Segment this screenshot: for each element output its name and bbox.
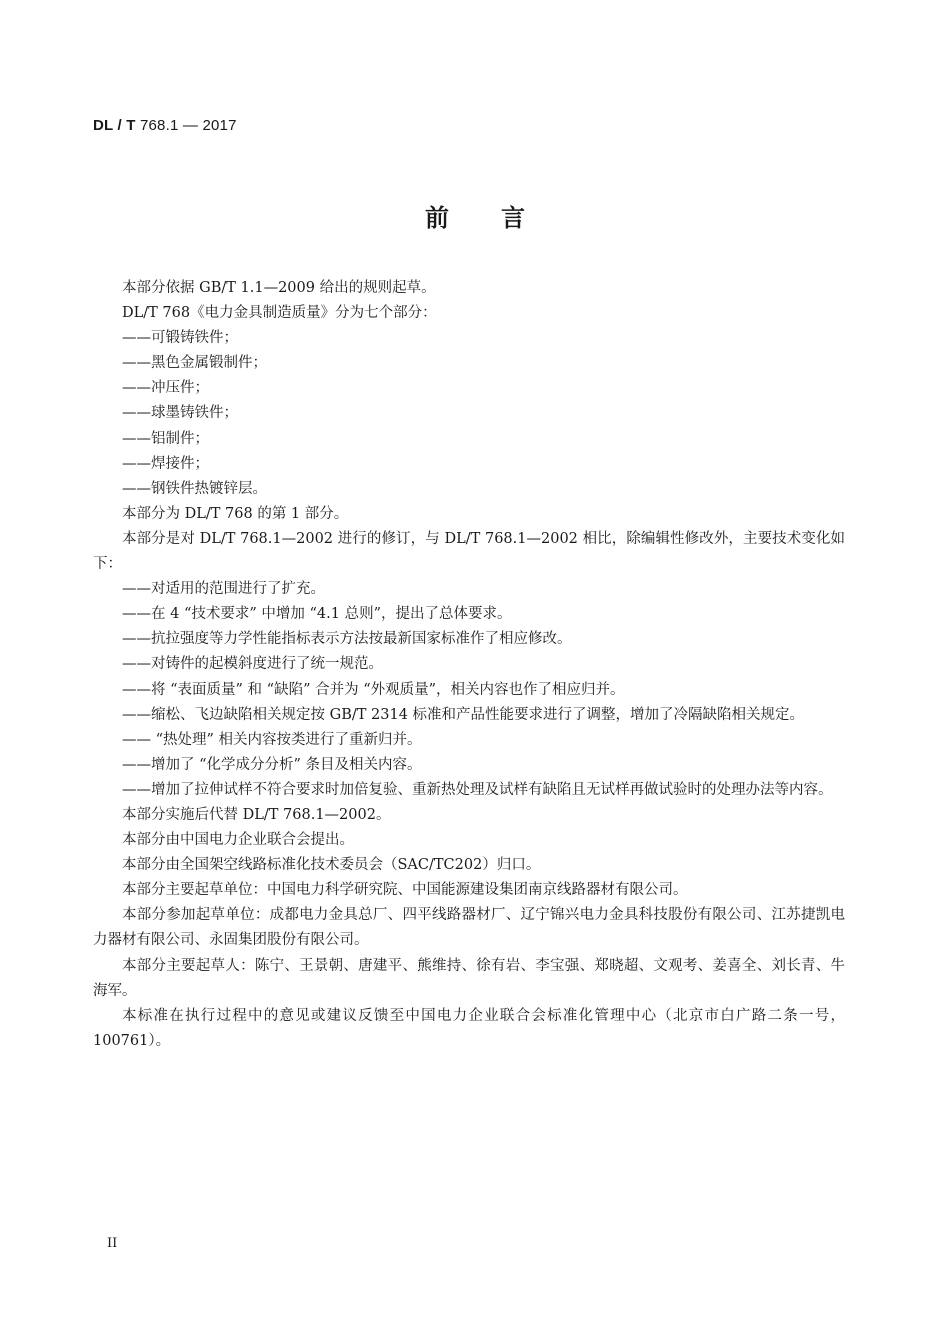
paragraph: 本部分实施后代替 DL/T 768.1—2002。 bbox=[122, 806, 391, 823]
standard-code-prefix: DL / T bbox=[93, 117, 136, 134]
list-item: ——抗拉强度等力学性能指标表示方法按最新国家标准作了相应修改。 bbox=[122, 631, 572, 648]
list-item: ——缩松、飞边缺陷相关规定按 GB/T 2314 标准和产品性能要求进行了调整，增加了冷隔缺陷相关规定。 bbox=[122, 706, 805, 723]
standard-code bbox=[93, 117, 237, 134]
paragraph: 本部分由中国电力企业联合会提出。 bbox=[122, 832, 354, 849]
list-item: ——对铸件的起模斜度进行了统一规范。 bbox=[122, 656, 383, 673]
paragraph: 本部分主要起草单位：中国电力科学研究院、中国能源建设集团南京线路器材有限公司。 bbox=[122, 882, 688, 899]
paragraph: 本部分是对 DL/T 768.1—2002 进行的修订，与 DL/T 768.1—2002 相比，除编辑性修改外，主要技术变化如下： bbox=[93, 530, 845, 573]
list-item: ——将 “表面质量” 和 “缺陷” 合并为 “外观质量”，相关内容也作了相应归并。 bbox=[122, 681, 625, 698]
paragraph: 本部分参加起草单位：成都电力金具总厂、四平线路器材厂、辽宁锦兴电力金具科技股份有限公司、江苏捷凯电力器材有限公司、永固集团股份有限公司。 bbox=[93, 907, 845, 949]
list-item: —— “热处理” 相关内容按类进行了重新归并。 bbox=[122, 731, 422, 748]
page-title: 前言 bbox=[425, 204, 577, 232]
standard-code-number: 768.1 — 2017 bbox=[139, 117, 237, 134]
paragraph: 本部分为 DL/T 768 的第 1 部分。 bbox=[122, 505, 349, 522]
list-item: ——球墨铸铁件； bbox=[122, 405, 238, 422]
paragraph: 本标准在执行过程中的意见或建议反馈至中国电力企业联合会标准化管理中心（北京市白广路二条一号，100761）。 bbox=[93, 1007, 845, 1049]
list-item: ——对适用的范围进行了扩充。 bbox=[122, 581, 325, 598]
paragraph: 本部分由全国架空线路标准化技术委员会（SAC/TC202）归口。 bbox=[122, 857, 541, 874]
preface-body bbox=[93, 276, 845, 1054]
list-item: ——可锻铸铁件； bbox=[122, 330, 238, 347]
page-number: II bbox=[107, 1236, 118, 1251]
list-item: ——钢铁件热镀锌层。 bbox=[122, 480, 267, 497]
list-item: ——冲压件； bbox=[122, 380, 209, 397]
list-item: ——增加了拉伸试样不符合要求时加倍复验、重新热处理及试样有缺陷且无试样再做试验时的处理办法等内容。 bbox=[122, 781, 833, 798]
list-item: ——在 4 “技术要求” 中增加 “4.1 总则”，提出了总体要求。 bbox=[122, 606, 512, 623]
paragraph: DL/T 768《电力金具制造质量》分为七个部分： bbox=[122, 305, 437, 322]
list-item: ——增加了 “化学成分分析” 条目及相关内容。 bbox=[122, 756, 422, 773]
list-item: ——焊接件； bbox=[122, 455, 209, 472]
paragraph: 本部分主要起草人：陈宁、王景朝、唐建平、熊维持、徐有岩、李宝强、郑晓超、文观考、姜喜全、刘长青、牛海军。 bbox=[93, 957, 845, 999]
list-item: ——黑色金属锻制件； bbox=[122, 355, 267, 372]
paragraph: 本部分依据 GB/T 1.1—2009 给出的规则起草。 bbox=[122, 280, 436, 296]
list-item: ——铝制件； bbox=[122, 430, 209, 447]
